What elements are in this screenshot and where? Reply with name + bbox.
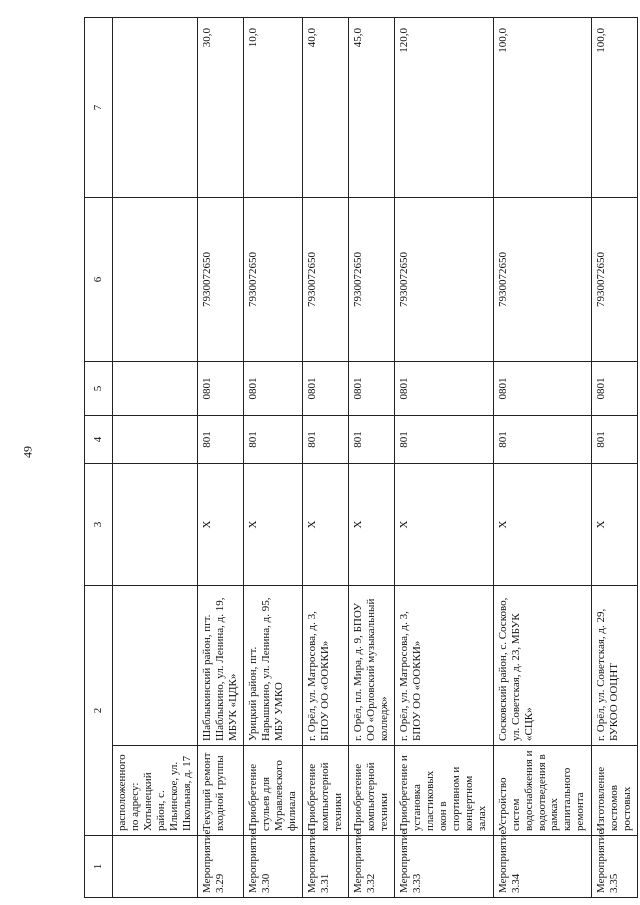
measure-name-cell: Изготовление костюмов ростовых (591, 746, 637, 836)
measure-name-cell: Текущий ремонт входной группы (197, 746, 243, 836)
code-cell: 801 (395, 416, 493, 464)
continuation-cell (113, 416, 198, 464)
amount-cell: 120,0 (395, 18, 493, 198)
code-cell: 801 (591, 416, 637, 464)
rotated-table-container (84, 18, 638, 898)
mark-cell: Х (243, 464, 302, 586)
code-cell: 801 (303, 416, 349, 464)
mark-cell: Х (493, 464, 591, 586)
measure-name-cell: Устройство систем водоснабжения и водоотведения в рамках капитального ремонта (493, 746, 591, 836)
table-row (349, 18, 395, 898)
continuation-cell (113, 464, 198, 586)
measure-cell: Мероприятие 3.29 (197, 836, 243, 898)
code-cell: 0801 (303, 362, 349, 416)
address-cell: г. Орёл, ул. Советская, д. 29, БУКОО ООЦНТ (591, 586, 637, 746)
mark-cell: Х (197, 464, 243, 586)
measure-name-cell: Приобретение компьютерной техники (303, 746, 349, 836)
header-cell-7: 7 (85, 18, 113, 198)
header-cell-4: 4 (85, 416, 113, 464)
measure-name-cell: Приобретение и установка пластиковых окон в спортивном и концертном залах (395, 746, 493, 836)
address-cell: Шаблыкинский район, пгт. Шаблыкино, ул. Ленина, д. 19, МБУК «ЦДК» (197, 586, 243, 746)
table-row (243, 18, 302, 898)
continuation-cell (113, 836, 198, 898)
amount-cell: 30,0 (197, 18, 243, 198)
code-cell: 0801 (493, 362, 591, 416)
address-cell: Сосковский район, с. Сосково, ул. Советская, д. 23, МБУК «СЦК» (493, 586, 591, 746)
continuation-row (113, 18, 198, 898)
code-cell: 0801 (349, 362, 395, 416)
code-cell: 7930072650 (591, 198, 637, 362)
code-cell: 801 (243, 416, 302, 464)
header-row (85, 18, 113, 898)
measure-cell: Мероприятие 3.31 (303, 836, 349, 898)
code-cell: 7930072650 (197, 198, 243, 362)
table-row (303, 18, 349, 898)
mark-cell: Х (591, 464, 637, 586)
continuation-cell (113, 18, 198, 198)
amount-cell: 40,0 (303, 18, 349, 198)
amount-cell: 100,0 (591, 18, 637, 198)
header-cell-1: 1 (85, 836, 113, 898)
page-number: 49 (20, 446, 35, 458)
code-cell: 0801 (591, 362, 637, 416)
mark-cell: Х (395, 464, 493, 586)
measure-cell: Мероприятие 3.34 (493, 836, 591, 898)
measure-name-cell: Приобретение стульев для Муравлевского филиала (243, 746, 302, 836)
measure-cell: Мероприятие 3.33 (395, 836, 493, 898)
measure-cell: Мероприятие 3.30 (243, 836, 302, 898)
header-cell-5: 5 (85, 362, 113, 416)
amount-cell: 10,0 (243, 18, 302, 198)
table-row (591, 18, 637, 898)
code-cell: 7930072650 (349, 198, 395, 362)
code-cell: 7930072650 (243, 198, 302, 362)
code-cell: 0801 (243, 362, 302, 416)
header-cell-3: 3 (85, 464, 113, 586)
continuation-cell (113, 362, 198, 416)
table-row (197, 18, 243, 898)
header-cell-6: 6 (85, 198, 113, 362)
code-cell: 7930072650 (395, 198, 493, 362)
code-cell: 0801 (395, 362, 493, 416)
mark-cell: Х (303, 464, 349, 586)
address-cell: г. Орёл, ул. Матросова, д. 3, БПОУ ОО «ООККИ» (303, 586, 349, 746)
address-cell: г. Орёл, пл. Мира, д. 9, БПОУ ОО «Орловский музыкальный колледж» (349, 586, 395, 746)
code-cell: 801 (349, 416, 395, 464)
code-cell: 801 (493, 416, 591, 464)
amount-cell: 100,0 (493, 18, 591, 198)
header-cell-2: 2 (85, 586, 113, 836)
code-cell: 0801 (197, 362, 243, 416)
budget-table (84, 17, 638, 898)
code-cell: 7930072650 (303, 198, 349, 362)
continuation-cell (113, 586, 198, 746)
code-cell: 7930072650 (493, 198, 591, 362)
measure-cell: Мероприятие 3.35 (591, 836, 637, 898)
measure-name-cell: Приобретение компьютерной техники (349, 746, 395, 836)
continuation-cell (113, 198, 198, 362)
table-row (395, 18, 493, 898)
table-row (493, 18, 591, 898)
address-cell: Урицкий район, пгт. Нарышкино, ул. Ленина, д. 95, МБУ УМКО (243, 586, 302, 746)
mark-cell: Х (349, 464, 395, 586)
code-cell: 801 (197, 416, 243, 464)
continuation-text: расположенного по адресу: Хотынецкий район, с. Ильинское, ул. Школьная, д. 17 (113, 746, 198, 836)
measure-cell: Мероприятие 3.32 (349, 836, 395, 898)
address-cell: г. Орёл, ул. Матросова, д. 3, БПОУ ОО «ООККИ» (395, 586, 493, 746)
amount-cell: 45,0 (349, 18, 395, 198)
